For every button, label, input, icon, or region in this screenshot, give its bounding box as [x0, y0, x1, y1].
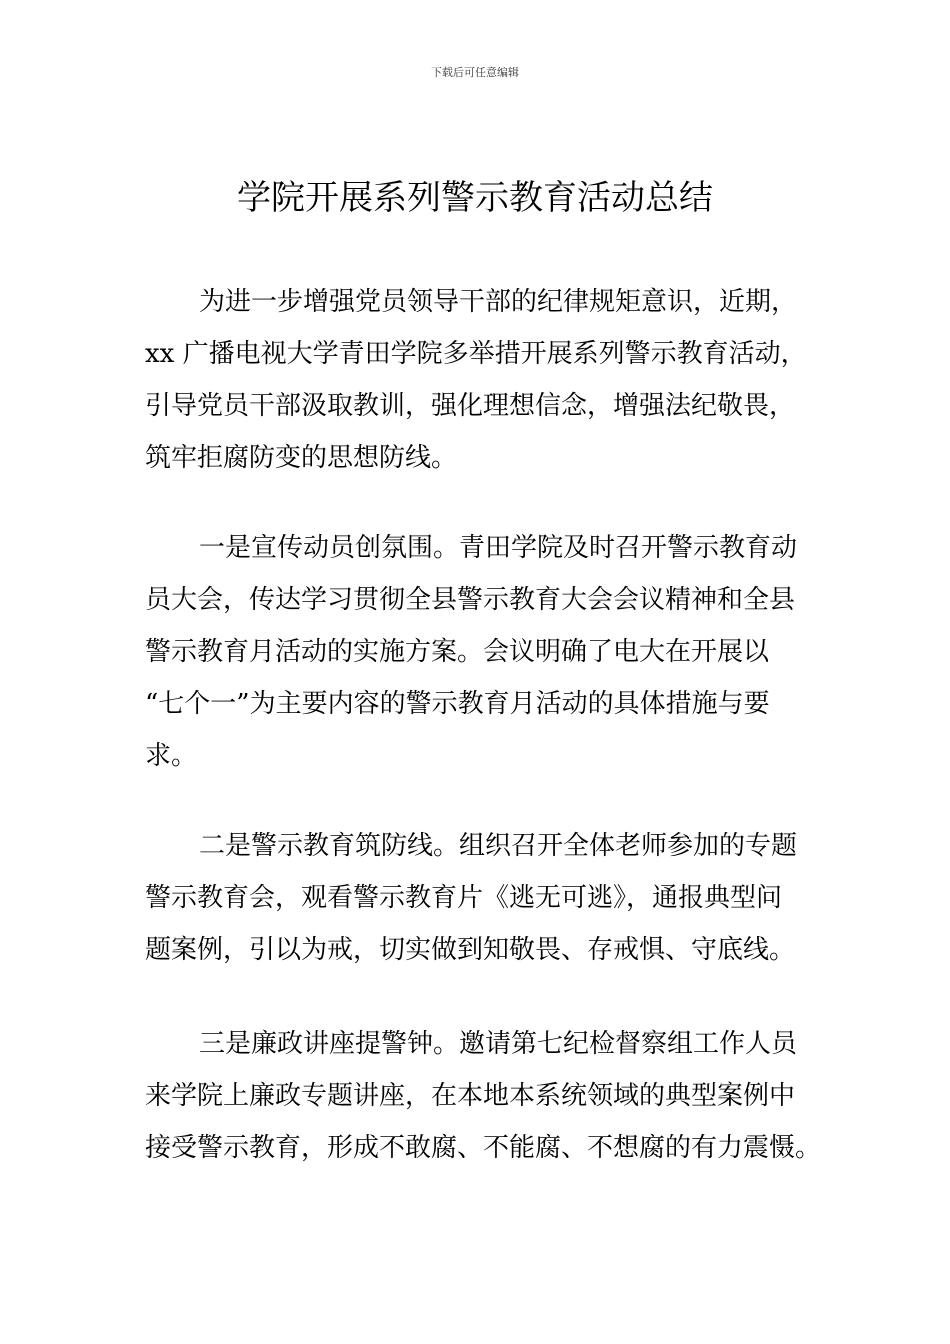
paragraph-line: 引导党员干部汲取教训，强化理想信念，增强法纪敬畏， — [145, 391, 796, 421]
paragraph-point-three — [145, 1018, 822, 1174]
paragraph-line: 接受警示教育，形成不敢腐、不能腐、不想腐的有力震慑。 — [145, 1133, 822, 1163]
paragraph-line: 二是警示教育筑防线。组织召开全体老师参加的专题 — [199, 831, 798, 861]
paragraph-line: 员大会，传达学习贯彻全县警示教育大会会议精神和全县 — [145, 585, 796, 615]
paragraph-line: 求。 — [145, 741, 198, 771]
paragraph-line: 警示教育月活动的实施方案。会议明确了电大在开展以 — [145, 637, 770, 667]
paragraph-line: 一是宣传动员创氛围。青田学院及时召开警示教育动 — [199, 533, 798, 563]
paragraph-line: 筑牢拒腐防变的思想防线。 — [145, 443, 458, 473]
paragraph-line: 题案例，引以为戒，切实做到知敬畏、存戒惧、守底线。 — [145, 935, 796, 965]
paragraph-line: 三是廉政讲座提警钟。邀请第七纪检督察组工作人员 — [199, 1029, 798, 1059]
paragraph-intro — [145, 276, 815, 484]
paragraph-line: “七个一”为主要内容的警示教育月活动的具体措施与要 — [145, 689, 770, 719]
document-title: 学院开展系列警示教育活动总结 — [237, 178, 713, 218]
paragraph-line: 为进一步增强党员领导干部的纪律规矩意识，近期， — [199, 287, 798, 317]
paragraph-point-two — [145, 820, 815, 976]
paragraph-line: 警示教育会，观看警示教育片《逃无可逃》，通报典型问 — [145, 883, 783, 913]
paragraph-line: xx 广播电视大学青田学院多举措开展系列警示教育活动， — [145, 339, 807, 369]
header-note: 下载后可任意编辑 — [431, 66, 519, 79]
paragraph-point-one — [145, 522, 815, 782]
paragraph-line: 来学院上廉政专题讲座，在本地本系统领域的典型案例中 — [145, 1081, 796, 1111]
